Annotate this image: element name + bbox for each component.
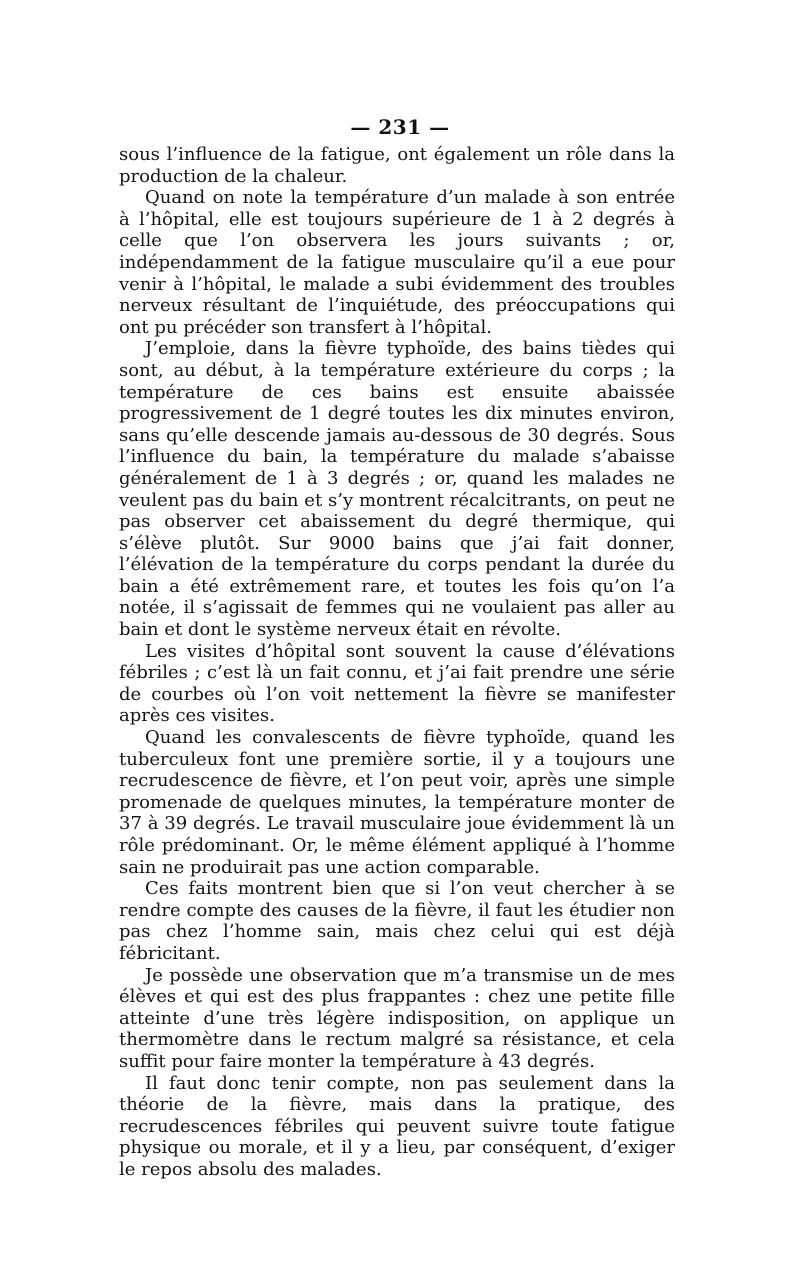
paragraph-continuation: sous l’influence de la fatigue, ont également un rôle dans la production de la chaleur. [119, 144, 675, 187]
paragraph-tepid-baths: J’emploie, dans la fièvre typhoïde, des bains tièdes qui sont, au début, à la température extérieure du corps ; la température de ces bains est ensuite abaissée progressivement de 1 degré toutes les dix minutes environ, sans qu’elle descende jamais au-dessous de 30 degrés. Sous l’influence du bain, la température du malade s’abaisse généralement de 1 à 3 degrés ; or, quand les malades ne veulent pas du bain et s’y montrent récalcitrants, on peut ne pas observer cet abaissement du degré thermique, qui s’élève plutôt. Sur 9000 bains que j’ai fait donner, l’élévation de la température du corps pendant la durée du bain a été extrêmement rare, et toutes les fois qu’on l’a notée, il s’agissait de femmes qui ne voulaient pas aller au bain et dont le système nerveux était en révolte. [119, 338, 675, 641]
page-number: — 231 — [350, 115, 450, 139]
paragraph-conclusion: Il faut donc tenir compte, non pas seulement dans la théorie de la fièvre, mais dans la pratique, des recrudescences fébriles qui peuvent suivre toute fatigue physique ou morale, et il y a lieu, par conséquent, d’exiger le repos absolu des malades. [119, 1072, 675, 1180]
paragraph-convalescents: Quand les convalescents de fièvre typhoïde, quand les tuberculeux font une première sortie, il y a toujours une recrudescence de fièvre, et l’on peut voir, après une simple promenade de quelques minutes, la température monter de 37 à 39 degrés. Le travail musculaire joue évidemment là un rôle prédominant. Or, le même élément appliqué à l’homme sain ne produirait pas une action comparable. [119, 727, 675, 878]
paragraph-fever-study: Ces faits montrent bien que si l’on veut chercher à se rendre compte des causes de la fièvre, il faut les étudier non pas chez l’homme sain, mais chez celui qui est déjà fébricitant. [119, 878, 675, 964]
paragraph-hospital-visits: Les visites d’hôpital sont souvent la cause d’élévations fébriles ; c’est là un fait connu, et j’ai fait prendre une série de courbes où l’on voit nettement la fièvre se manifester après ces visites. [119, 640, 675, 727]
body-text [119, 144, 675, 1181]
paragraph-admission-temperature: Quand on note la température d’un malade à son entrée à l’hôpital, elle est toujours supérieure de 1 à 2 degrés à celle que l’on observera les jours suivants ; or, indépendamment de la fatigue musculaire qu’il a eue pour venir à l’hôpital, le malade a subi évidemment des troubles nerveux résultant de l’inquiétude, des préoccupations qui ont pu précéder son transfert à l’hôpital. [119, 187, 675, 338]
paragraph-observation: Je possède une observation que m’a transmise un de mes élèves et qui est des plus frappantes : chez une petite fille atteinte d’une très légère indisposition, on applique un thermomètre dans le rectum malgré sa résistance, et cela suffit pour faire monter la température à 43 degrés. [119, 964, 675, 1072]
